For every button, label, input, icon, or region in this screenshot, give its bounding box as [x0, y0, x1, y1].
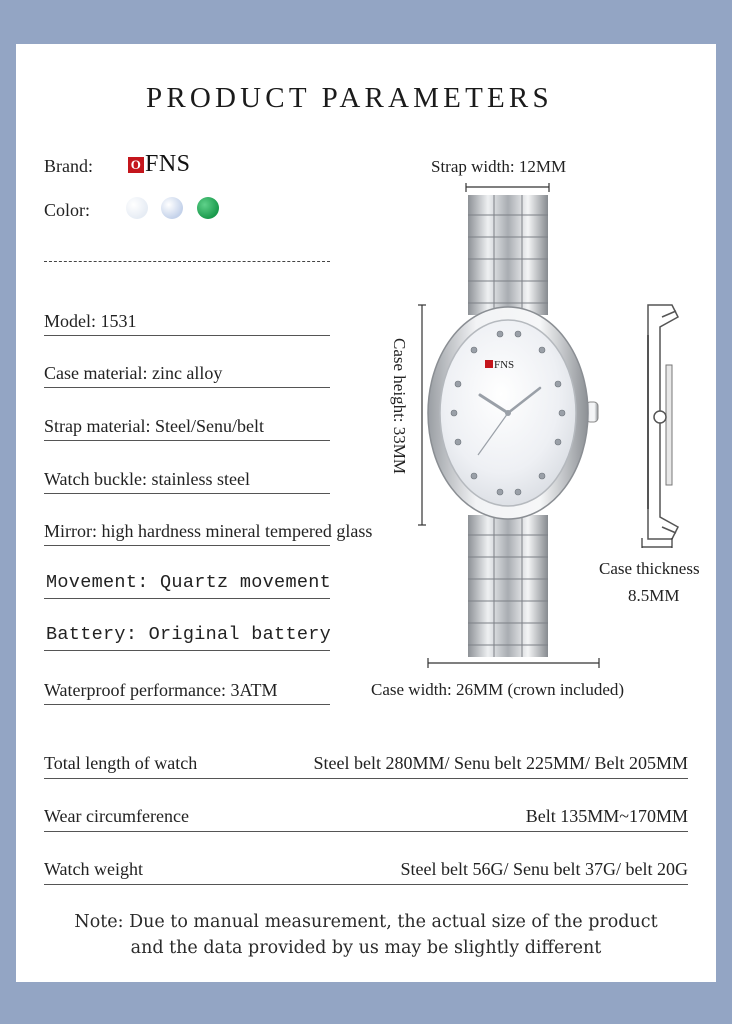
row-watch-weight-value: Steel belt 56G/ Senu belt 37G/ belt 20G — [400, 859, 688, 879]
spec-divider — [44, 598, 330, 599]
spec-divider — [44, 704, 330, 705]
spec-strap-material: Strap material: Steel/Senu/belt — [44, 416, 264, 436]
watch-front-illustration — [400, 180, 620, 680]
case-width-label: Case width: 26MM (crown included) — [371, 680, 625, 699]
spec-battery: Battery: Original battery — [46, 624, 332, 645]
row-total-length-label: Total length of watch — [44, 753, 198, 773]
brand-logo-text: FNS — [145, 151, 191, 177]
spec-divider — [44, 545, 330, 546]
table-divider — [44, 831, 688, 832]
color-swatch-blue — [161, 197, 183, 219]
spec-model: Model: 1531 — [44, 311, 137, 331]
spec-watch-buckle: Watch buckle: stainless steel — [44, 469, 250, 489]
brand-logo — [128, 151, 191, 178]
spec-case-material: Case material: zinc alloy — [44, 363, 223, 383]
spec-waterproof: Waterproof performance: 3ATM — [44, 680, 278, 700]
note-line-1: Note: Due to manual measurement, the actual size of the product — [74, 912, 658, 932]
strap-width-label: Strap width: 12MM — [431, 157, 567, 176]
color-swatch-green — [197, 197, 219, 219]
case-thickness-value: 8.5MM — [628, 586, 680, 605]
spec-divider — [44, 440, 330, 441]
table-divider — [44, 778, 688, 779]
brand-label: Brand: — [44, 156, 93, 176]
row-total-length-value: Steel belt 280MM/ Senu belt 225MM/ Belt 205MM — [313, 753, 688, 773]
row-wear-circumference-value: Belt 135MM~170MM — [525, 806, 688, 826]
spec-divider — [44, 493, 330, 494]
page-title: PRODUCT PARAMETERS — [146, 82, 553, 114]
table-divider — [44, 884, 688, 885]
spec-mirror: Mirror: high hardness mineral tempered glass — [44, 521, 373, 541]
row-watch-weight-label: Watch weight — [44, 859, 144, 879]
dashed-divider — [44, 261, 330, 262]
case-height-label: Case height: 33MM — [390, 338, 409, 474]
row-wear-circumference-label: Wear circumference — [44, 806, 189, 826]
note-line-2: and the data provided by us may be slightly different — [130, 938, 602, 958]
spec-divider — [44, 650, 330, 651]
watch-side-illustration — [630, 295, 690, 555]
spec-divider — [44, 335, 330, 336]
spec-movement: Movement: Quartz movement — [46, 572, 332, 593]
color-swatch-white — [126, 197, 148, 219]
color-label: Color: — [44, 200, 91, 220]
spec-divider — [44, 387, 330, 388]
dial-logo: FNS — [494, 359, 515, 371]
case-thickness-label: Case thickness — [599, 559, 700, 578]
brand-logo-mark: O — [128, 157, 144, 173]
